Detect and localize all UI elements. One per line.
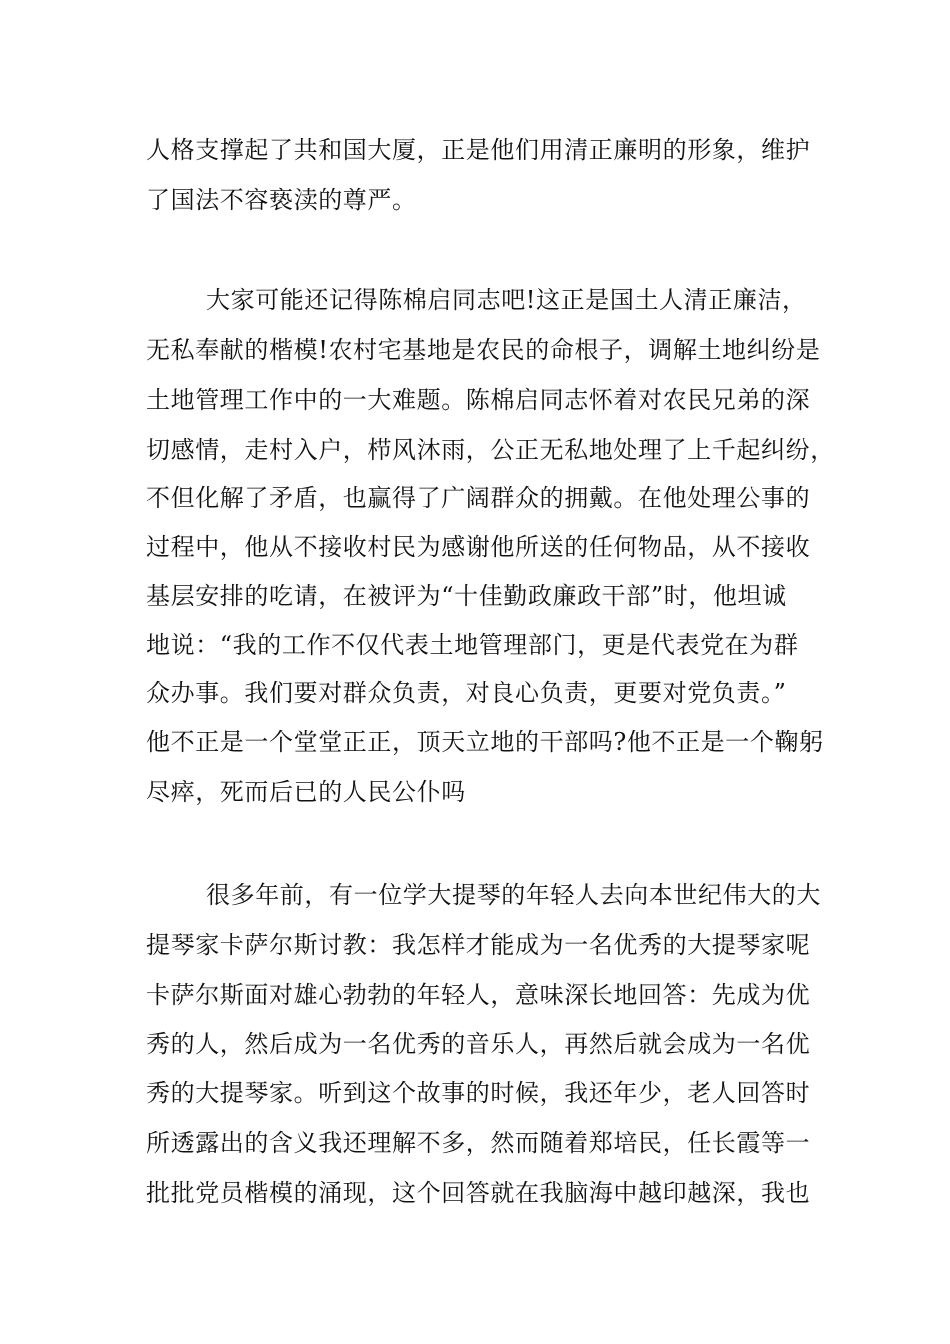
- text-line: 卡萨尔斯面对雄心勃勃的年轻人，意味深长地回答：先成为优: [146, 981, 811, 1009]
- text-line: 秀的大提琴家。听到这个故事的时候，我还年少，老人回答时: [146, 1079, 811, 1107]
- text-line: 很多年前，有一位学大提琴的年轻人去向本世纪伟大的大: [206, 881, 821, 909]
- text-line: 基层安排的吃请，在被评为“十佳勤政廉政干部”时，他坦诚: [146, 582, 787, 610]
- text-line: 了国法不容亵渎的尊严。: [146, 186, 417, 214]
- text-line: 切感情，走村入户，栉风沐雨，公正无私地处理了上千起纠纷，: [146, 436, 835, 464]
- text-line: 大家可能还记得陈棉启同志吧!这正是国土人清正廉洁，: [206, 286, 807, 314]
- text-line: 无私奉献的楷模!农村宅基地是农民的命根子，调解土地纠纷是: [146, 336, 821, 364]
- text-line: 提琴家卡萨尔斯讨教：我怎样才能成为一名优秀的大提琴家呢: [146, 931, 811, 959]
- text-line: 秀的人，然后成为一名优秀的音乐人，再然后就会成为一名优: [146, 1030, 811, 1058]
- text-line: 不但化解了矛盾，也赢得了广阔群众的拥戴。在他处理公事的: [146, 484, 811, 512]
- text-line: 人格支撑起了共和国大厦，正是他们用清正廉明的形象，维护: [146, 136, 811, 164]
- text-line: 所透露出的含义我还理解不多，然而随着郑培民，任长霞等一: [146, 1129, 811, 1157]
- text-line: 地说：“我的工作不仅代表土地管理部门，更是代表党在为群: [146, 631, 799, 659]
- text-line: 众办事。我们要对群众负责，对良心负责，更要对党负责。”: [146, 679, 787, 707]
- text-line: 土地管理工作中的一大难题。陈棉启同志怀着对农民兄弟的深: [146, 386, 811, 414]
- text-line: 批批党员楷模的涌现，这个回答就在我脑海中越印越深，我也: [146, 1179, 811, 1207]
- text-line: 他不正是一个堂堂正正，顶天立地的干部吗?他不正是一个鞠躬: [146, 728, 824, 756]
- text-line: 尽瘁，死而后已的人民公仆吗: [146, 778, 466, 806]
- text-line: 过程中，他从不接收村民为感谢他所送的任何物品，从不接收: [146, 533, 811, 561]
